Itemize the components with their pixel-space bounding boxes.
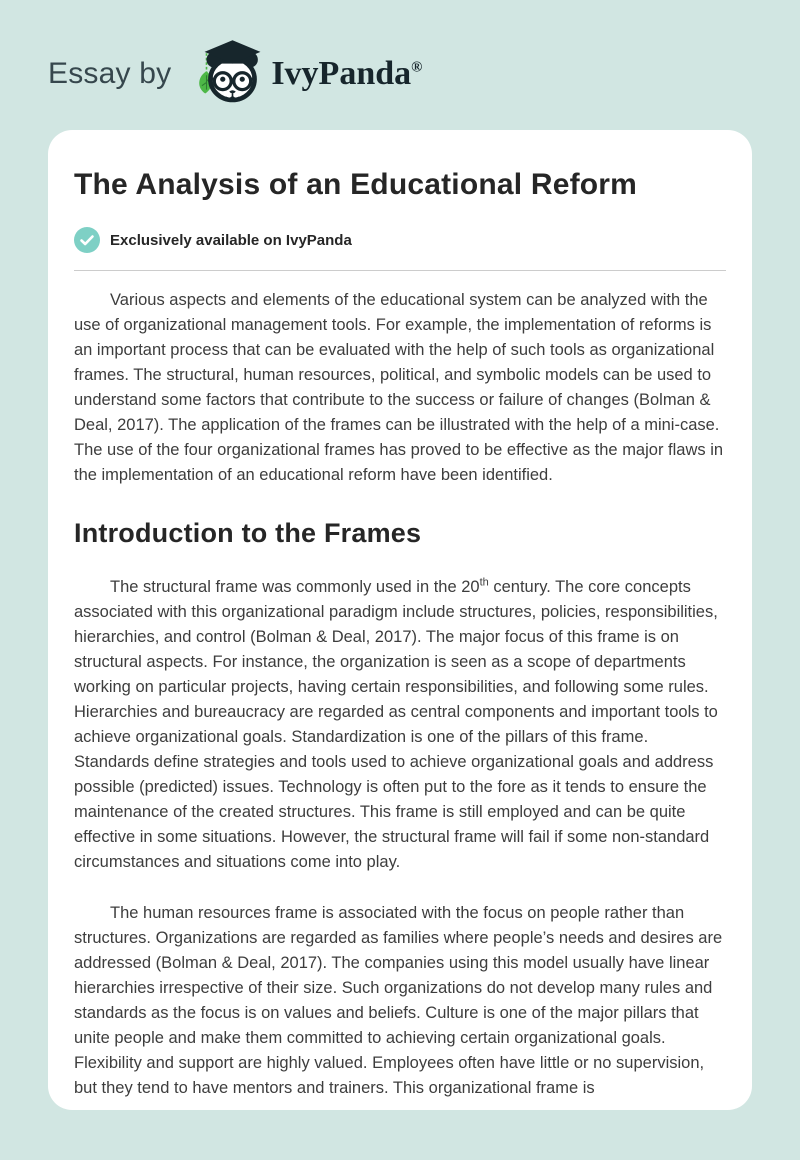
ivypanda-logo[interactable]: [187, 35, 422, 113]
divider: [74, 270, 726, 271]
ordinal-superscript: th: [479, 576, 489, 589]
page-title: The Analysis of an Educational Reform: [74, 168, 638, 201]
human-resources-paragraph: The human resources frame is associated with the focus on people rather than structures. Organizations are regarded as families where people’s needs and desires are addressed (Bolman & Deal, 2017). The companies using this model usually have linear hierarchies irrespective of their size. Such organizations do not develop many rules and standards as the focus is on values and beliefs. Culture is one of the major pillars that unite people and make them committed to achieving certain organizational goals. Flexibility and support are highly valued. Employees often have little or no supervision, but they tend to have mentors and trainers. This organizational frame is: [74, 904, 723, 1097]
essay-card: [48, 130, 752, 1110]
section-heading: Introduction to the Frames: [74, 518, 422, 548]
structural-frame-paragraph: The structural frame was commonly used in the 20th century. The core concepts associated with this organizational paradigm include structures, policies, responsibilities, hierarchies, and control (Bolman & Deal, 2017). The major focus of this frame is on structural aspects. For instance, the organization is seen as a scope of departments working on particular projects, having certain responsibilities, and following some rules. Hierarchies and bureaucracy are regarded as central components and important tools to achieve organizational goals. Standardization is one of the pillars of this frame. Standards define strategies and tools used to achieve organizational goals and address possible (predicted) issues. Technology is often put to the fore as it tends to ensure the maintenance of the created structures. This frame is still employed and can be quite effective in some situations. However, the structural frame will fail if some non-standard circumstances and situations come into play.: [74, 576, 718, 871]
intro-paragraph: Various aspects and elements of the educational system can be analyzed with the use of organizational management tools. For example, the implementation of reforms is an important process that can be evaluated with the help of such tools as organizational frames. The structural, human resources, political, and symbolic models can be used to understand some factors that contribute to the success or failure of changes (Bolman & Deal, 2017). The application of the frames can be illustrated with the help of a mini-case. The use of the four organizational frames has proved to be effective as the major flaws in the implementation of an educational reform have been identified.: [74, 291, 724, 484]
panda-graduate-logo-icon: [187, 35, 271, 113]
availability-badge: [74, 227, 726, 253]
registered-mark: ®: [411, 59, 423, 76]
essay-by-label: Essay by: [48, 57, 172, 90]
site-header: [0, 0, 800, 130]
availability-label: Exclusively available on IvyPanda: [110, 231, 352, 249]
brand-name: IvyPanda®: [271, 55, 423, 92]
check-icon: [74, 227, 100, 253]
